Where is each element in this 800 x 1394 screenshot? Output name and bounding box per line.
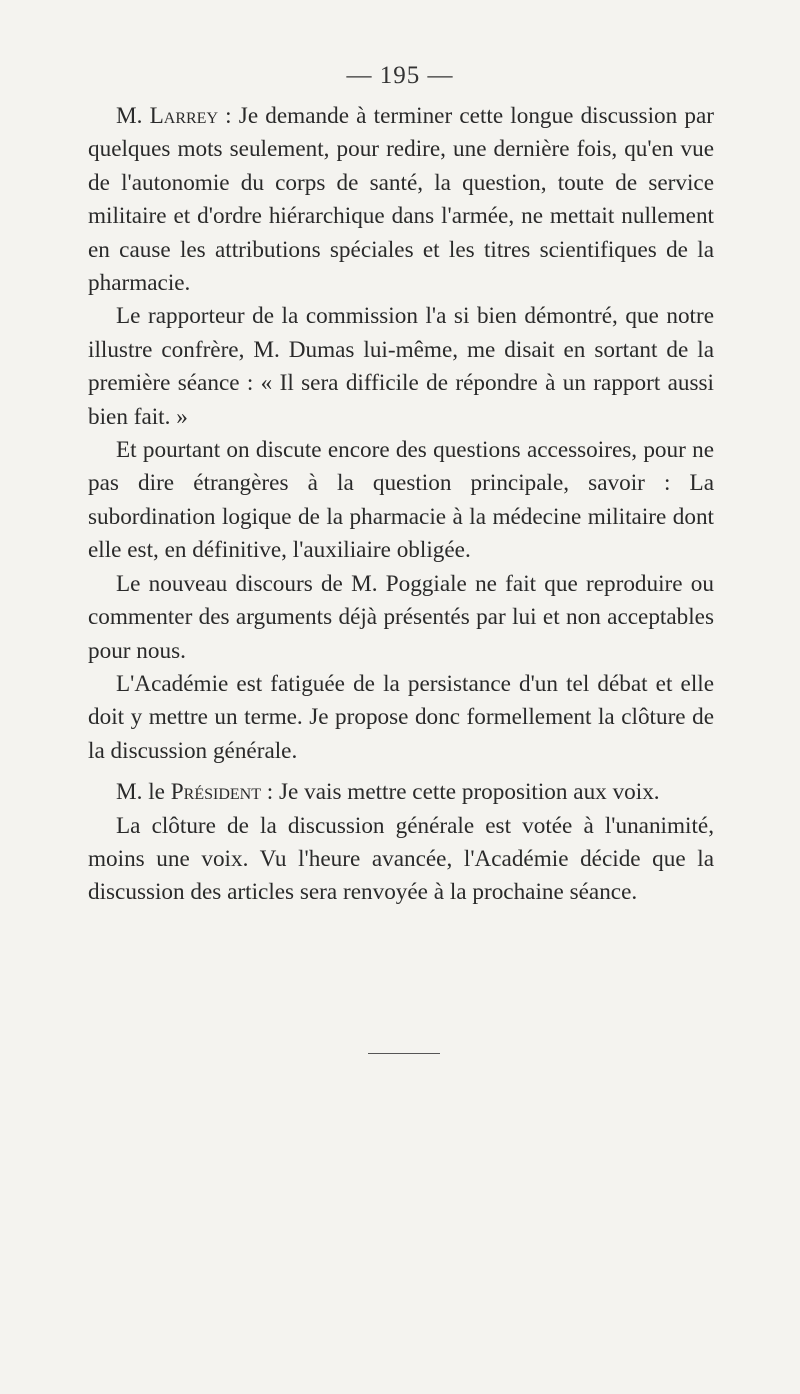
paragraph-cloture-proposal: L'Académie est fatiguée de la persistance d'un tel débat et elle doit y mettre un terme. Je propose donc formellement la clôture de la discussion générale. (88, 670, 714, 764)
page-number: — 195 — (346, 62, 454, 89)
speaker-name: Larrey (149, 103, 218, 129)
paragraph-questions: Et pourtant on discute encore des questions accessoires, pour ne pas dire étrangères à la question principale, savoir : La subordination logique de la pharmacie à la médecine militaire dont elle est, en définitive, l'auxiliaire obligée. (88, 437, 714, 564)
speaker-name: Président (170, 779, 261, 806)
paragraph-rapporteur: Le rapporteur de la commission l'a si bien démontré, que notre illustre confrère, M. Dumas lui-même, me disait en sortant de la première séance : « Il sera difficile de répondre à un rapport aussi bien fait. » (88, 303, 714, 430)
paragraph-poggiale: Le nouveau discours de M. Poggiale ne fait que reproduire ou commenter des arguments déjà présentés par lui et non acceptables pour nous. (88, 570, 714, 664)
paragraph-text: : Je demande à terminer cette longue discussion par quelques mots seulement, pour redire, une dernière fois, qu'en vue de l'autonomie du corps de santé, la question, toute de service militaire et d'ordre hiérarchique dans l'armée, ne mettait nullement en cause les attributions spéciales et les titres scientifiques de la pharmacie. (88, 103, 714, 297)
paragraph-larrey (88, 100, 714, 300)
paragraph-president (88, 776, 714, 809)
speaker-prefix: M. (116, 103, 150, 129)
paragraph-text: : Je vais mettre cette proposition aux voix. (260, 779, 660, 806)
paragraph-vote: La clôture de la discussion générale est votée à l'unanimité, moins une voix. Vu l'heure avancée, l'Académie décide que la discussion des articles sera renvoyée à la prochaine séance. (88, 812, 714, 906)
body-text (88, 98, 714, 910)
speaker-prefix: M. le (116, 779, 171, 806)
end-rule (368, 1053, 440, 1054)
